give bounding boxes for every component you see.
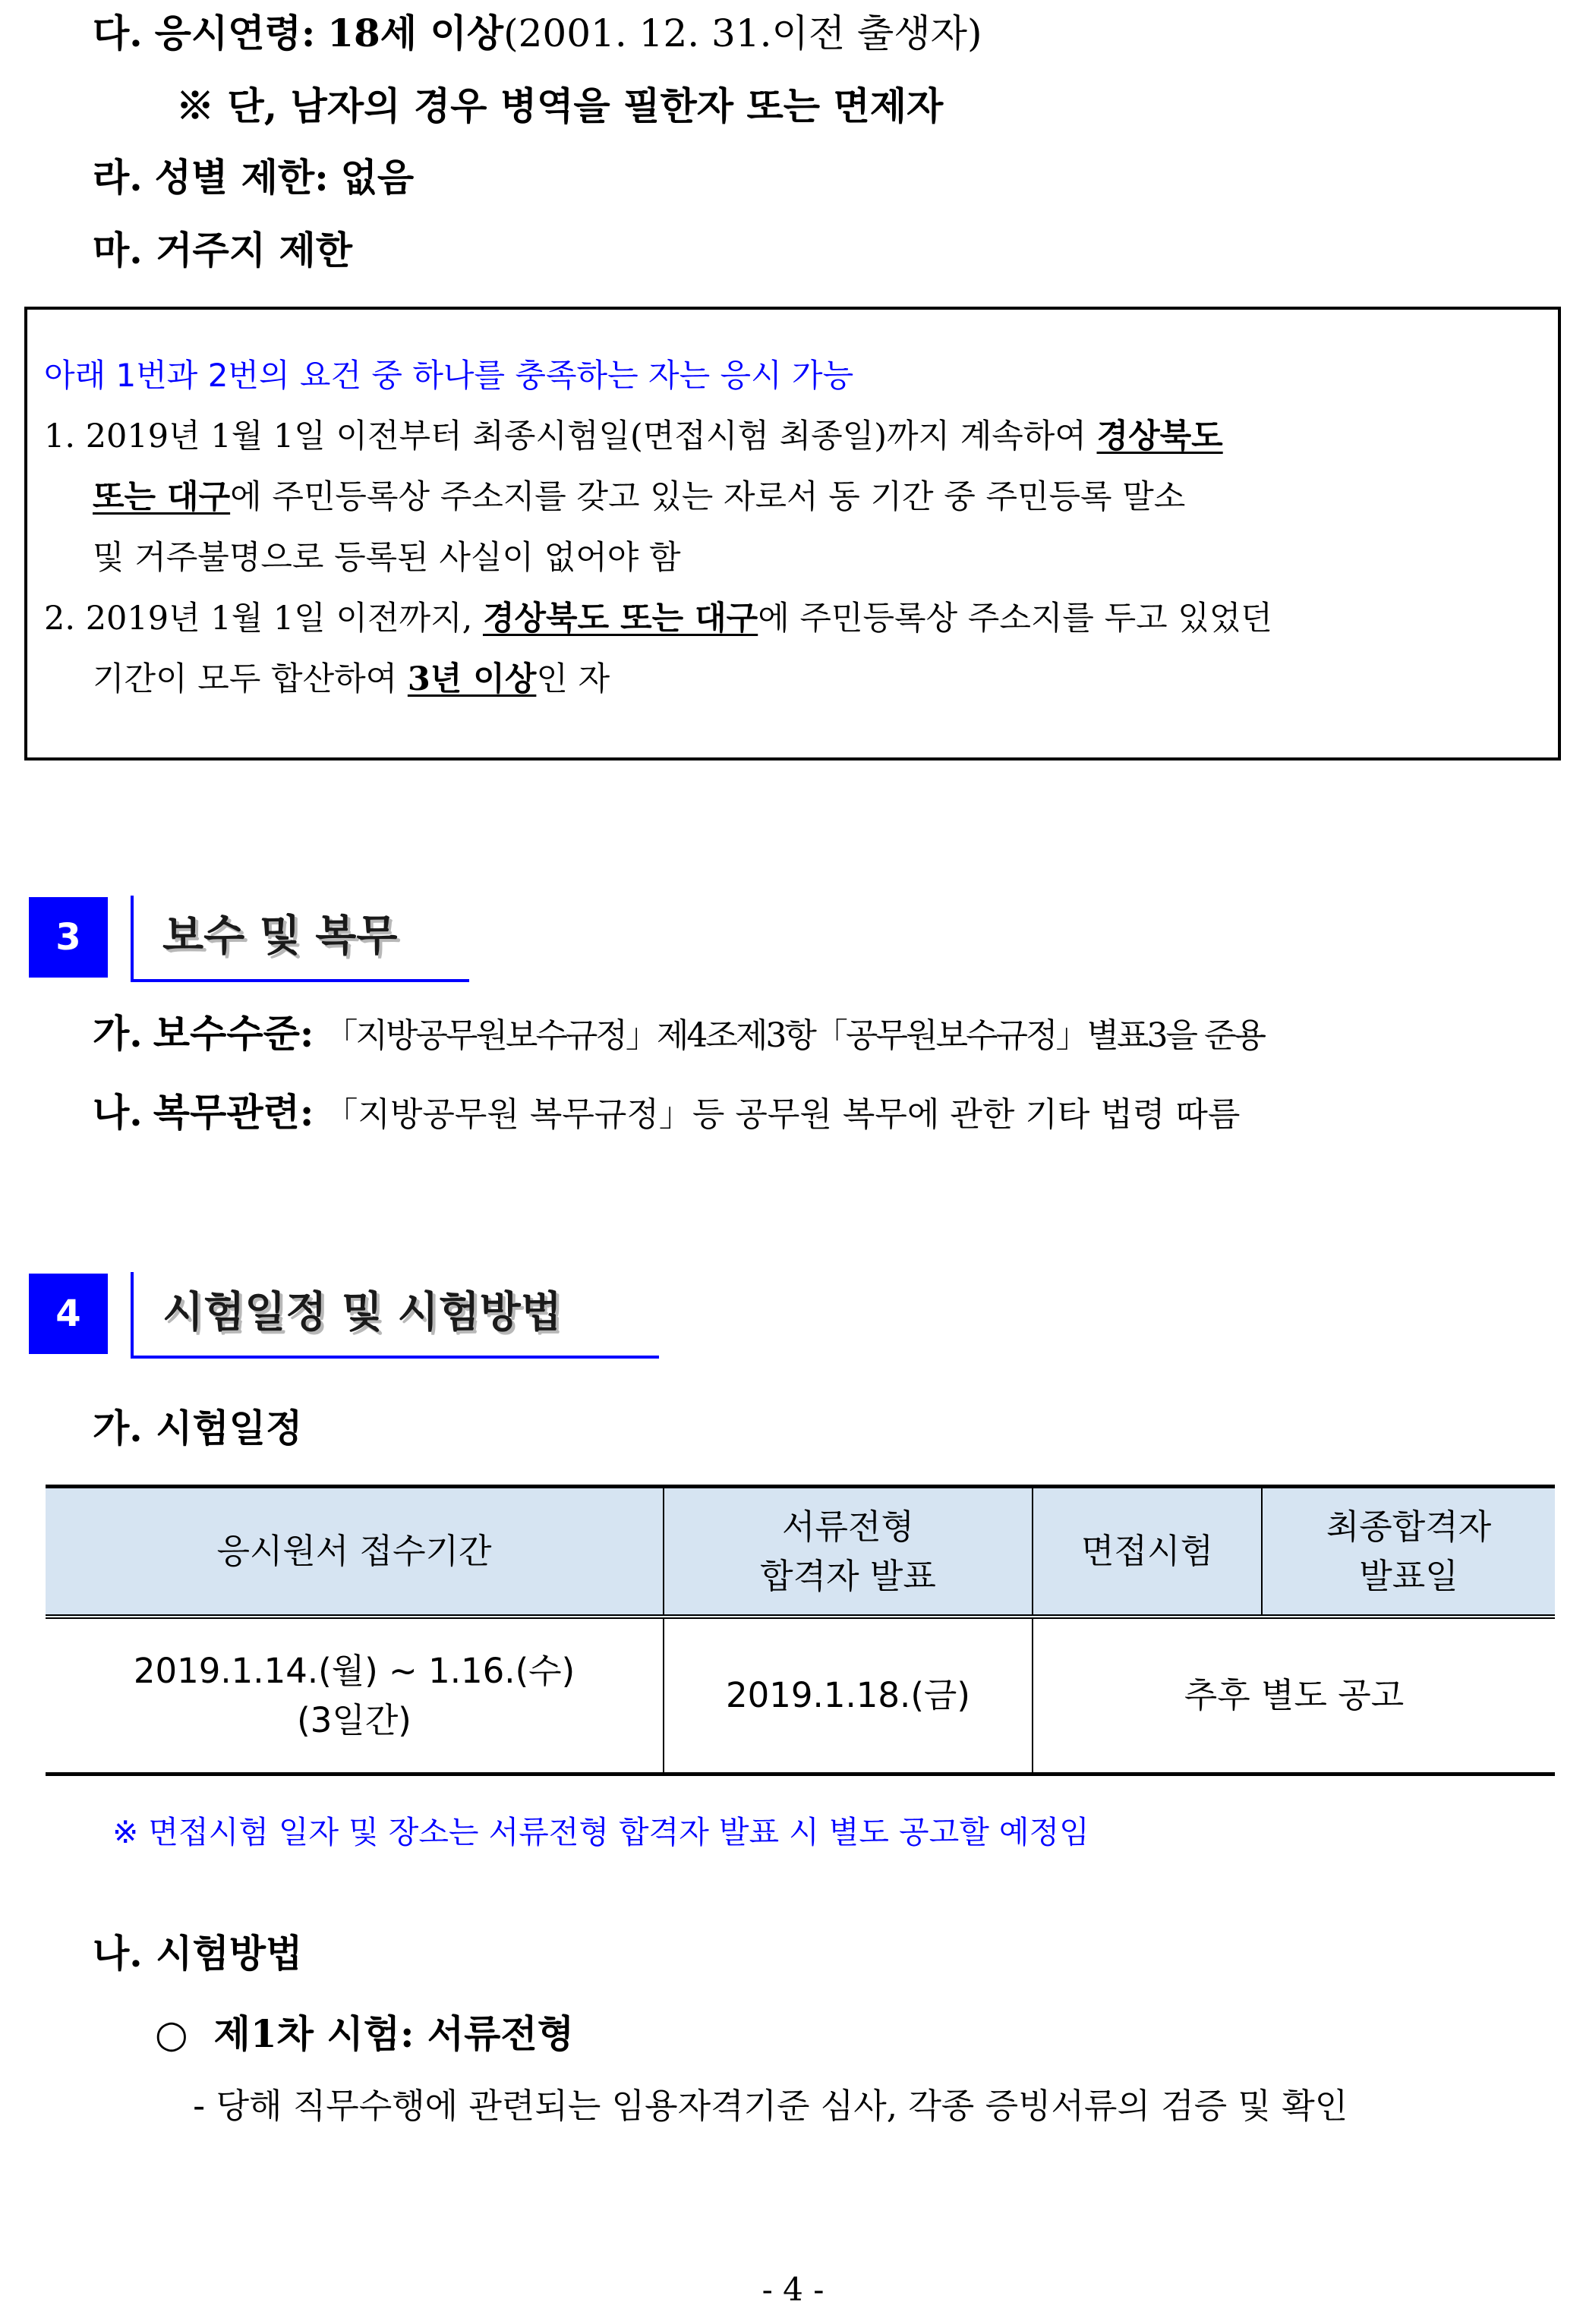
section3-number: 3	[29, 897, 108, 978]
age-label: 응시연령:	[154, 11, 316, 55]
header-final-announcement: 최종합격자 발표일	[1262, 1487, 1555, 1617]
residence-item1-line2	[93, 478, 1185, 518]
schedule-row	[46, 1617, 1555, 1774]
military-note: ※ 단, 남자의 경우 병역을 필한자 또는 면제자	[176, 83, 944, 128]
age-detail: (2001. 12. 31.이전 출생자)	[503, 11, 982, 55]
service-marker: 나.	[93, 1090, 143, 1135]
gender-label: 성별 제한:	[154, 155, 329, 200]
residence-marker: 마.	[93, 228, 143, 272]
application-dates: 2019.1.14.(월) ~ 1.16.(수)	[133, 1650, 575, 1691]
page-number: - 4 -	[761, 2271, 825, 2308]
item2-text-c: 기간이 모두 합산하여	[93, 660, 408, 698]
section4-title: 시험일정 및 시험방법	[162, 1288, 562, 1337]
schedule-table	[46, 1485, 1555, 1776]
header-document-result: 서류전형 합격자 발표	[664, 1487, 1033, 1617]
application-days: (3일간)	[297, 1700, 411, 1740]
pay-text: 「지방공무원보수규정」제4조제3항「공무원보수규정」별표3을 준용	[324, 1016, 1264, 1055]
item2-text-a: 2019년 1월 1일 이전까지,	[85, 600, 483, 638]
item2-text-d: 인 자	[536, 660, 610, 698]
method-item-text: 제1차 시험: 서류전형	[213, 2011, 575, 2056]
pay-label: 보수수준:	[153, 1011, 314, 1056]
item2-emphasis-b: 3년 이상	[407, 660, 537, 698]
schedule-heading: 가. 시험일정	[93, 1406, 303, 1450]
residence-item2-line1	[44, 600, 1272, 639]
header-application-period: 응시원서 접수기간	[46, 1487, 664, 1617]
method-detail-text: 당해 직무수행에 관련되는 임용자격기준 심사, 각종 증빙서류의 검증 및 확인	[216, 2086, 1348, 2126]
gender-marker: 라.	[93, 155, 143, 200]
section4-divider-horizontal	[131, 1356, 659, 1359]
residence-item1-line3: 및 거주불명으로 등록된 사실이 없어야 함	[93, 539, 681, 577]
section3-divider-horizontal	[131, 979, 469, 982]
age-value: 18세 이상	[327, 11, 504, 55]
cell-later-announcement: 추후 별도 공고	[1033, 1617, 1555, 1774]
item2-emphasis-a: 경상북도 또는 대구	[482, 600, 758, 638]
service-rules	[93, 1090, 1240, 1135]
gender-requirement	[93, 155, 414, 200]
schedule-header-row	[46, 1487, 1555, 1617]
item1-emphasis-a: 경상북도	[1096, 417, 1223, 455]
cell-application-period	[46, 1617, 664, 1774]
service-label: 복무관련:	[153, 1090, 314, 1135]
item2-number: 2.	[44, 600, 76, 638]
cell-document-result: 2019.1.18.(금)	[664, 1617, 1033, 1774]
section3-divider-vertical	[131, 896, 134, 982]
header-interview: 면접시험	[1033, 1487, 1262, 1617]
residence-item2-line2	[93, 660, 610, 700]
age-marker: 다.	[93, 11, 143, 55]
section3-title: 보수 및 복무	[162, 912, 398, 961]
section4-number: 4	[29, 1274, 108, 1354]
residence-item1-line1	[44, 417, 1223, 457]
item1-emphasis-b: 또는 대구	[93, 478, 231, 516]
age-requirement	[93, 11, 982, 56]
item1-text-a: 2019년 1월 1일 이전부터 최종시험일(면접시험 최종일)까지 계속하여	[85, 417, 1097, 455]
section4-divider-vertical	[131, 1272, 134, 1359]
residence-requirement	[93, 228, 352, 273]
residence-intro: 아래 1번과 2번의 요건 중 하나를 충족하는 자는 응시 가능	[44, 357, 854, 394]
method-detail	[193, 2086, 1348, 2127]
gender-value: 없음	[340, 155, 415, 200]
method-bullet: ○	[155, 2012, 188, 2056]
item1-text-b: 에 주민등록상 주소지를 갖고 있는 자로서 동 기간 중 주민등록 말소	[230, 478, 1186, 516]
pay-marker: 가.	[93, 1011, 143, 1056]
method-dash: -	[193, 2086, 206, 2126]
residence-label: 거주지 제한	[156, 228, 353, 272]
pay-level	[93, 1011, 1264, 1057]
service-text: 「지방공무원 복무규정」등 공무원 복무에 관한 기타 법령 따름	[324, 1095, 1241, 1134]
residence-box	[24, 307, 1561, 760]
item2-text-b: 에 주민등록상 주소지를 두고 있었던	[758, 600, 1272, 638]
method-item	[155, 2011, 574, 2057]
item1-number: 1.	[44, 417, 76, 455]
method-heading: 나. 시험방법	[93, 1931, 303, 1976]
interview-note: ※ 면접시험 일자 및 장소는 서류전형 합격자 발표 시 별도 공고할 예정임	[112, 1814, 1089, 1850]
